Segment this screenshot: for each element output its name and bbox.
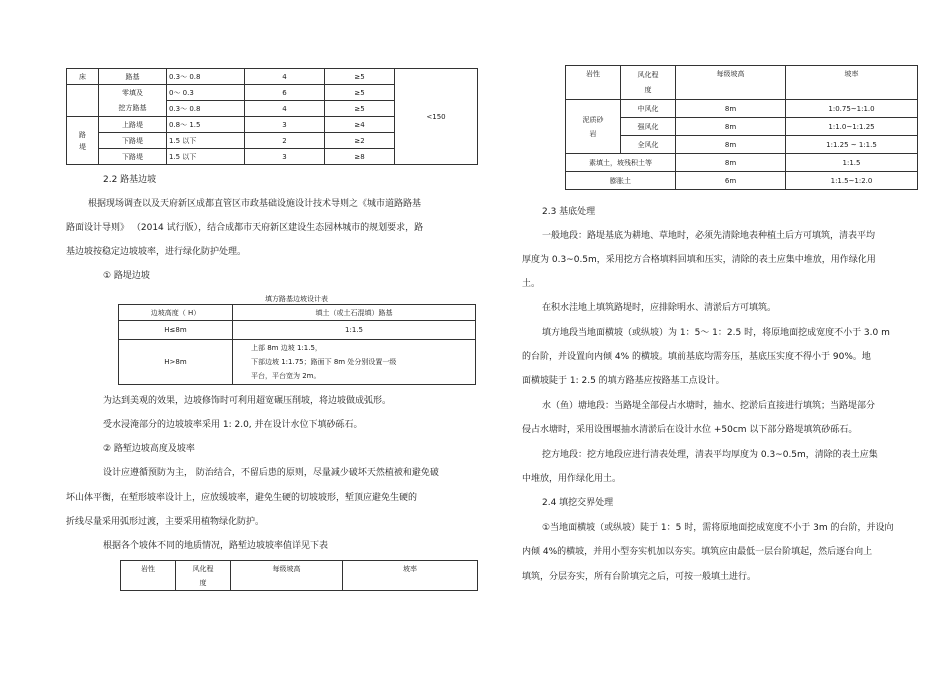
table-cell: 0.3～ 0.8 xyxy=(167,101,245,117)
paragraph-line: 的台阶，并设置向内倾 4% 的横坡。填前基底均需夯压，基底压实度不得小于 90%。地 xyxy=(522,352,871,362)
table-cell: 3 xyxy=(245,149,325,165)
paragraph-line: 土。 xyxy=(522,279,541,289)
paragraph-line: 基边坡按稳定边坡坡率，进行绿化防护处理。 xyxy=(66,247,247,257)
table-cell: ≥8 xyxy=(325,149,395,165)
section-heading-2-2: 2.2 路基边坡 xyxy=(103,175,157,185)
table-cell xyxy=(233,340,476,385)
table-cell: H≤8m xyxy=(119,321,233,340)
paragraph-line: 侵占水塘时，采用设围堰抽水清淤后在设计水位 +50cm 以下部分路堤填筑砂砾石。 xyxy=(522,425,858,435)
table-cell: 8m xyxy=(676,118,786,136)
table-header xyxy=(176,561,231,591)
cutting-slope-rock-table xyxy=(565,65,918,190)
subheading-cutting-slope: ② 路堑边坡高度及坡率 xyxy=(103,444,195,454)
paragraph-line: 厚度为 0.3~0.5m，采用挖方合格填料回填和压实，清除的表土应集中堆放，用作绿化用 xyxy=(522,255,876,265)
table-cell: 1:1.5 xyxy=(233,321,476,340)
fill-slope-table xyxy=(118,304,476,385)
table-cell: 3 xyxy=(245,117,325,133)
table-cell: 2 xyxy=(245,133,325,149)
cell-text: 堤 xyxy=(79,142,86,151)
table-header: 每级坡高 xyxy=(231,561,343,591)
table-cell-merged: <150 xyxy=(395,69,478,165)
table-cell: 下路堤 xyxy=(99,149,167,165)
table-caption: 填方路基边坡设计表 xyxy=(265,295,328,303)
cell-text: 度 xyxy=(644,85,652,94)
paragraph-line: 设计应遵循预防为主， 防治结合，不留后患的原则，尽量减少破坏天然植被和避免破 xyxy=(103,468,439,478)
table-cell xyxy=(67,117,99,165)
table-cell: 1:1.0~1:1.25 xyxy=(786,118,918,136)
paragraph-line: 根据各个坡体不同的地质情况，路堑边坡坡率值详见下表 xyxy=(103,541,329,551)
table-cell: 挖方路基 xyxy=(99,101,167,117)
paragraph-line: ①当地面横坡（或纵坡）陡于 1：5 时，需将原地面挖成宽度不小于 3m 的台阶，并设向 xyxy=(542,523,894,533)
table-cell: 8m xyxy=(676,154,786,172)
table-cell: 4 xyxy=(245,101,325,117)
table-cell: 素填土，坡残积土等 xyxy=(566,154,676,172)
subheading-embankment-slope: ① 路堤边坡 xyxy=(103,271,150,281)
paragraph-line: 面横坡陡于 1: 2.5 的填方路基应按路基工点设计。 xyxy=(522,376,725,386)
cell-text: 风化程 xyxy=(637,70,659,79)
paragraph-line: 中堆放，用作绿化用土。 xyxy=(522,474,622,484)
paragraph-line: 填筑，分层夯实，所有台阶填完之后，可按一般填土进行。 xyxy=(522,572,757,582)
table-cell: 0.8～ 1.5 xyxy=(167,117,245,133)
table-cell: 床 xyxy=(67,69,99,85)
paragraph-line: 水（鱼）塘地段：当路堤全部侵占水塘时，抽水、挖淤后直接进行填筑；当路堤部分 xyxy=(542,401,876,411)
table-cell: ≥5 xyxy=(325,85,395,101)
table-cell: H>8m xyxy=(119,340,233,385)
table-cell: 8m xyxy=(676,100,786,118)
paragraph-line: 折线尽量采用弧形过渡，主要采用植物绿化防护。 xyxy=(66,517,265,527)
table-cell: 强风化 xyxy=(621,118,676,136)
table-cell xyxy=(67,85,99,117)
cell-text: 上部 8m 边坡 1:1.5， xyxy=(251,344,322,352)
table-cell: 上路堤 xyxy=(99,117,167,133)
table-header: 岩性 xyxy=(566,66,621,100)
paragraph-line: 坏山体平衡，在堑形坡率设计上，应放缓坡率，避免生硬的切坡坡形，堑顶应避免生硬的 xyxy=(66,493,418,503)
paragraph-line: 一般地段：路堤基底为耕地、草地时，必须先清除地表种植土后方可填筑，清表平均 xyxy=(542,231,876,241)
paragraph-line: 根据现场调查以及天府新区成都直管区市政基础设施设计技术导则之《城市道路路基 xyxy=(88,199,422,209)
table-header: 坡率 xyxy=(343,561,478,591)
table-cell: 1.5 以下 xyxy=(167,149,245,165)
table-header: 岩性 xyxy=(121,561,176,591)
paragraph-line: 在积水洼地上填筑路堤时，应排除明水、清淤后方可填筑。 xyxy=(542,303,777,313)
table-cell: 1:0.75~1:1.0 xyxy=(786,100,918,118)
table-cell: 中风化 xyxy=(621,100,676,118)
table-cell: 膨胀土 xyxy=(566,172,676,190)
table-cell: 全风化 xyxy=(621,136,676,154)
cell-text: 风化程 xyxy=(192,564,214,573)
paragraph-line: 填方地段当地面横坡（或纵坡）为 1：5～ 1：2.5 时，将原地面挖成宽度不小于 3.0 m xyxy=(542,328,890,338)
cell-text: 泥质砂 xyxy=(582,115,604,124)
table-cell: 下路堤 xyxy=(99,133,167,149)
table-cell: 4 xyxy=(245,69,325,85)
table-cell: ≥4 xyxy=(325,117,395,133)
table-header: 坡率 xyxy=(786,66,918,100)
table-cell: 1:1.25 ~ 1:1.5 xyxy=(786,136,918,154)
table-cell: ≥5 xyxy=(325,101,395,117)
cell-text: 下部边坡 1:1.75；路面下 8m 处分别设置一级 xyxy=(251,358,397,366)
cell-text: 度 xyxy=(199,578,207,587)
table-cell: 路基 xyxy=(99,69,167,85)
paragraph-line: 受水浸淹部分的边坡坡率采用 1: 2.0, 并在设计水位下填砂砾石。 xyxy=(103,420,363,430)
subgrade-compaction-table xyxy=(66,68,478,165)
cell-text: 平台，平台宽为 2m。 xyxy=(251,372,321,380)
cell-text: 路 xyxy=(79,130,86,139)
table-cell xyxy=(566,100,621,154)
table-cell: 0.3～ 0.8 xyxy=(167,69,245,85)
cell-text: 岩 xyxy=(589,129,597,138)
table-cell: 1:1.5~1:2.0 xyxy=(786,172,918,190)
table-cell: 0～ 0.3 xyxy=(167,85,245,101)
section-heading-2-4: 2.4 填挖交界处理 xyxy=(542,498,614,508)
table-header xyxy=(621,66,676,100)
table-cell: 6 xyxy=(245,85,325,101)
cutting-slope-table-header xyxy=(120,560,478,591)
table-header: 填土（或土石混填）路基 xyxy=(233,305,476,321)
table-cell: 1.5 以下 xyxy=(167,133,245,149)
paragraph-line: 为达到美观的效果，边坡修饰时可利用超宽碾压削坡，将边坡做成弧形。 xyxy=(103,396,392,406)
table-cell: 1:1.5 xyxy=(786,154,918,172)
table-cell: ≥5 xyxy=(325,69,395,85)
table-cell: ≥2 xyxy=(325,133,395,149)
table-header: 边坡高度（ H） xyxy=(119,305,233,321)
table-header: 每级坡高 xyxy=(676,66,786,100)
table-cell: 6m xyxy=(676,172,786,190)
paragraph-line: 内倾 4%的横坡，并用小型夯实机加以夯实。填筑应由最低一层台阶填起，然后逐台向上 xyxy=(522,547,873,557)
table-cell: 8m xyxy=(676,136,786,154)
section-heading-2-3: 2.3 基底处理 xyxy=(542,207,596,217)
table-cell: 零填及 xyxy=(99,85,167,101)
paragraph-line: 路面设计导则》 （2014 试行版），结合成都市天府新区建设生态园林城市的规划要求，路 xyxy=(66,223,424,233)
paragraph-line: 挖方地段：挖方地段应进行清表处理，清表平均厚度为 0.3~0.5m，清除的表土应集 xyxy=(542,450,878,460)
